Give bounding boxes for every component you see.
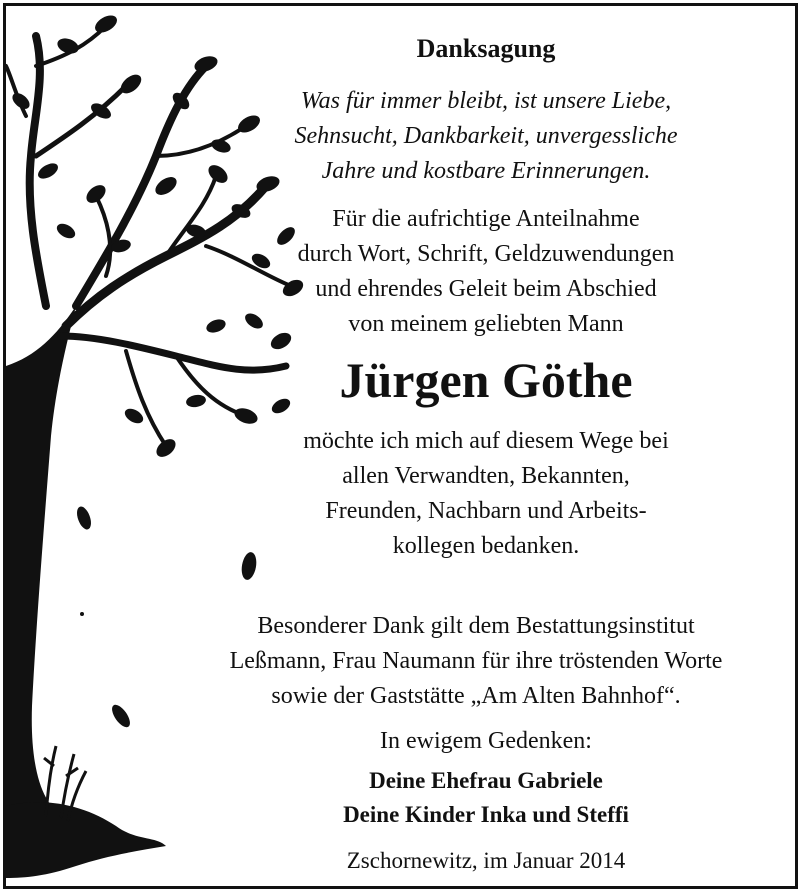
- place-date: Zschornewitz, im Januar 2014: [346, 848, 626, 873]
- intro-line: von meinem geliebten Mann: [348, 311, 624, 337]
- thanks-line: Freunden, Nachbarn und Arbeits-: [325, 498, 647, 524]
- deceased-name: Jürgen Göthe: [339, 352, 633, 408]
- special-thanks-paragraph: [156, 609, 796, 714]
- special-thanks-line: Besonderer Dank gilt dem Bestattungsinstitut: [257, 613, 695, 639]
- memorial-line: In ewigem Gedenken:: [380, 728, 592, 754]
- special-thanks-line: Leßmann, Frau Naumann für ihre tröstenden Worte: [229, 648, 723, 674]
- thanks-paragraph: [226, 424, 746, 564]
- poem-line: Sehnsucht, Dankbarkeit, unvergessliche: [294, 123, 678, 149]
- signatures: [226, 764, 746, 832]
- poem: [226, 84, 746, 189]
- signature-line: Deine Kinder Inka und Steffi: [343, 802, 629, 827]
- poem-line: Was für immer bleibt, ist unsere Liebe,: [300, 88, 672, 114]
- thanks-line: möchte ich mich auf diesem Wege bei: [303, 428, 669, 454]
- intro-line: Für die aufrichtige Anteilnahme: [332, 206, 640, 232]
- thanks-line: allen Verwandten, Bekannten,: [342, 463, 630, 489]
- intro-line: und ehrendes Geleit beim Abschied: [315, 276, 657, 302]
- intro-paragraph: [226, 202, 746, 342]
- signature-line: Deine Ehefrau Gabriele: [369, 768, 603, 793]
- obituary-card: [3, 3, 798, 889]
- special-thanks-line: sowie der Gaststätte „Am Alten Bahnhof“.: [271, 683, 681, 709]
- intro-line: durch Wort, Schrift, Geldzuwendungen: [297, 241, 675, 267]
- poem-line: Jahre und kostbare Erinnerungen.: [321, 158, 651, 184]
- heading: Danksagung: [416, 34, 556, 63]
- thanks-line: kollegen bedanken.: [392, 533, 580, 559]
